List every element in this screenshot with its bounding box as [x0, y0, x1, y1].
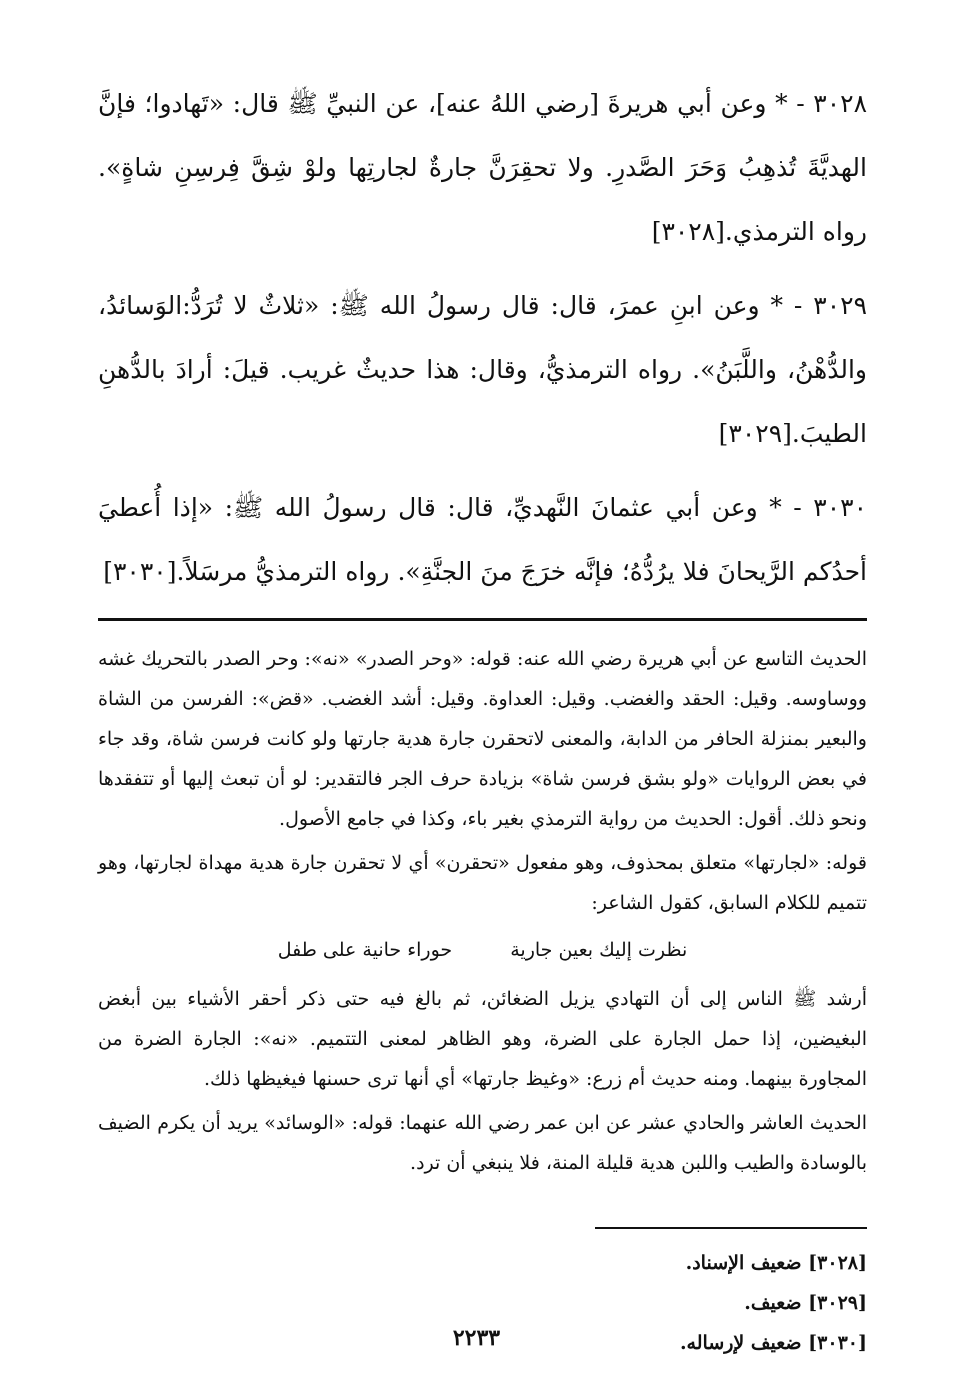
hadith-3030 [98, 476, 867, 604]
footnote: [٣٠٣٠] ضعيف لإرساله. [679, 1332, 867, 1354]
commentary-paragraph: قوله: «لجارتها» متعلق بمحذوف، وهو مفعول «تحقرن» أي لا تحقرن جارة هدية مهداة لجارتها، وهو تتميم للكلام السابق، كقول الشاعر: [98, 852, 867, 914]
verse-first-hemistich: نظرت إليك بعين جارية [510, 939, 688, 961]
verse-second-hemistich: حوراء حانية على طفل [277, 939, 453, 961]
hadith-text: ٣٠٢٩ - * وعن ابنِ عمرَ، قال: قال رسولُ الله ﷺ: «ثلاثٌ لا تُرَدُّ:الوَسائدُ، والدُّهْنُ، واللَّبَنُ». رواه الترمذيُّ، وقال: هذا حديثٌ غريب. قيلَ: أرادَ بالدُّهنِ الطيبَ.[٣٠٢٩] [98, 291, 867, 448]
commentary-paragraph: أرشد ﷺ الناس إلى أن التهادي يزيل الضغائن، ثم بالغ فيه حتى ذكر أحقر الأشياء بين أبغض البغيضين، إذا حمل الجارة على الضرة، وهو الظاهر لمعنى التتميم. «نه»: الجارة الضرة من المجاورة بينهما. ومنه حديث أم زرع: «وغيظ جارتها» أي أنها ترى حسنها فيغيظها ذلك. [98, 988, 867, 1090]
hadith-text: ٣٠٢٨ - * وعن أبي هريرةَ [رضي اللهُ عنه]، عن النبيِّ ﷺ قال: «تَهادوا؛ فإنَّ الهديَّةَ تُذهِبُ وَحَرَ الصَّدرِ. ولا تحقِرَنَّ جارةٌ لجارتِها ولوْ شِقَّ فِرسِنِ شاةٍ». رواه الترمذي.[٣٠٢٨] [98, 89, 867, 246]
commentary-paragraph: الحديث التاسع عن أبي هريرة رضي الله عنه: قوله: «وحر الصدر» «نه»: وحر الصدر بالتحريك غشه ووساوسه. وقيل: الحقد والغضب. وقيل: العداوة. وقيل: أشد الغضب. «قض»: الفرسن من الشاة والبعير بمنزلة الحافر من الدابة، والمعنى لاتحقرن جارة هدية جارتها ولو كانت فرسن شاة، وقد جاء في بعض الروايات «ولو بشق فرسن شاة» بزيادة حرف الجر فالتقدير: لو أن تبعث إليها أو تتفقدها ونحو ذلك. أقول: الحديث من رواية الترمذي بغير باء، وكذا في جامع الأصول. [98, 648, 867, 830]
footnote: [٣٠٢٨] ضعيف الإسناد. [685, 1252, 867, 1274]
footnote-divider [595, 1227, 867, 1229]
hadith-3029 [98, 274, 867, 466]
footnote: [٣٠٢٩] ضعيف. [744, 1292, 867, 1314]
page-number: ٢٢٣٣ [452, 1325, 501, 1351]
commentary-paragraph: الحديث العاشر والحادي عشر عن ابن عمر رضي الله عنهما: قوله: «الوسائد» يريد أن يكرم الضيف بالوسادة والطيب واللبن هدية قليلة المنة، فلا ينبغي أن ترد. [98, 1112, 867, 1174]
hadith-3028 [98, 72, 867, 264]
hadith-text: ٣٠٣٠ - * وعن أبي عثمانَ النَّهديِّ، قال: قال رسولُ الله ﷺ: «إذا أُعطيَ أحدُكم الرَّيحانَ فلا يرُدُّهُ؛ فإنَّه خرَجَ منَ الجنَّةِ». رواه الترمذيُّ مرسَلاً.[٣٠٣٠] [98, 493, 867, 586]
section-divider [98, 618, 867, 621]
poetry-verse [98, 927, 867, 973]
